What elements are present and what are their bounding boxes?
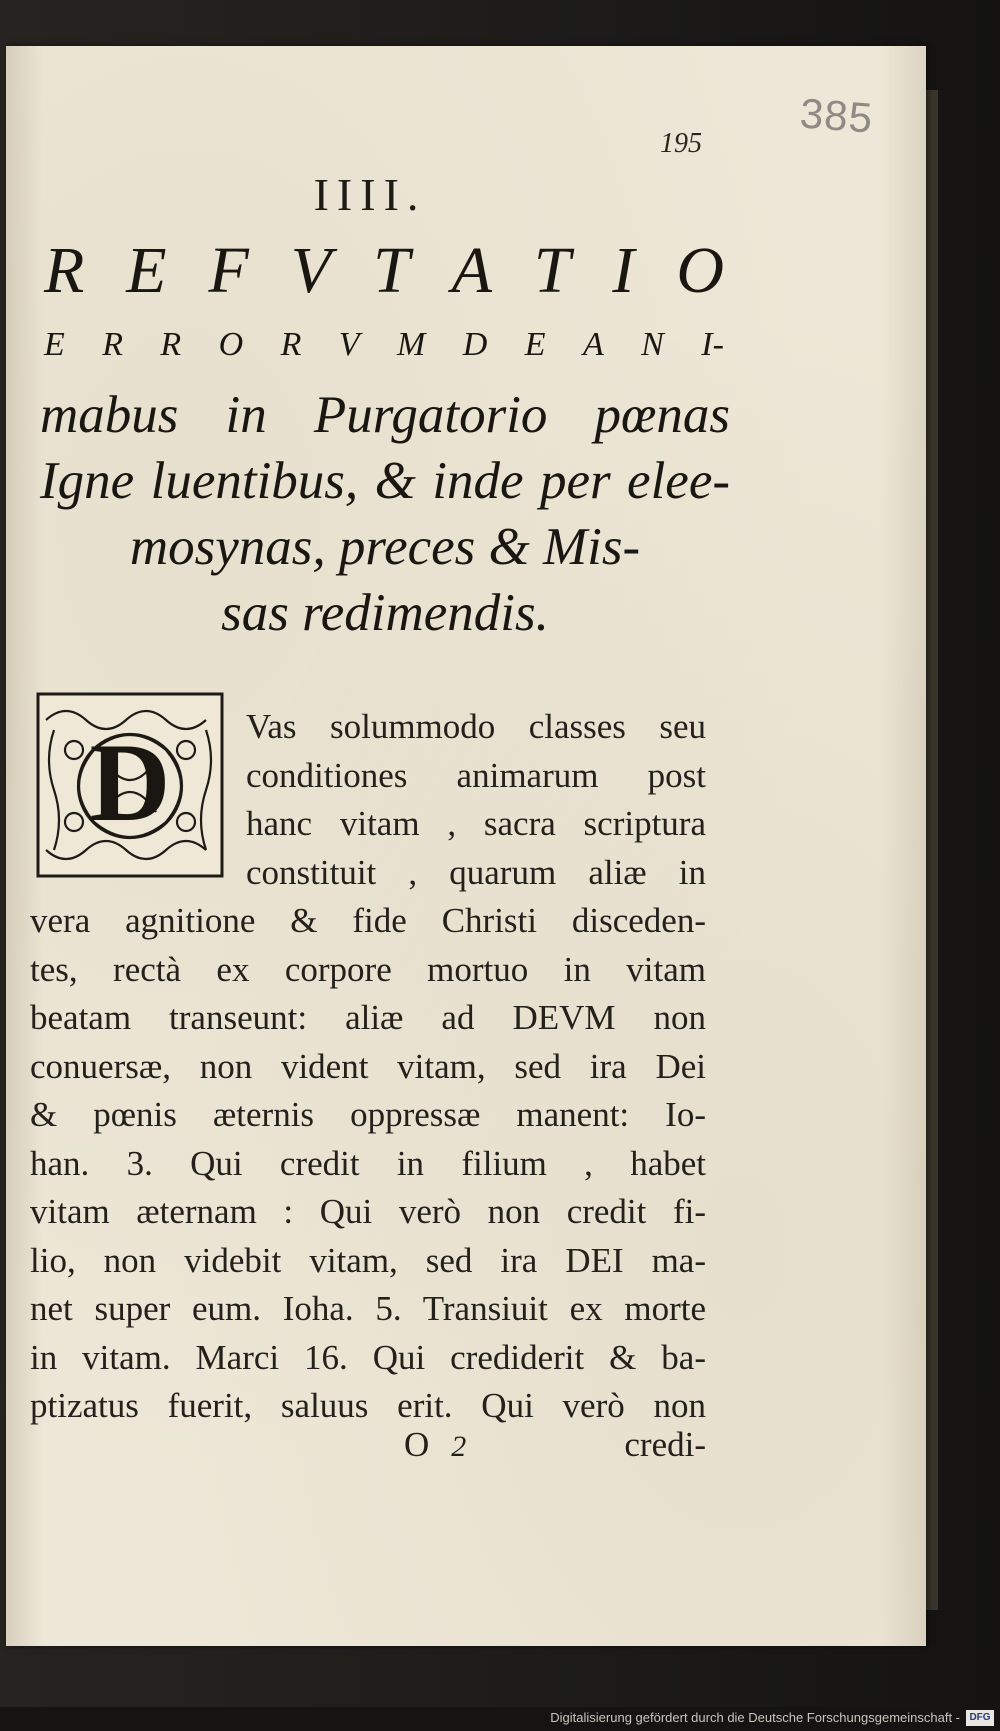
title-line-2-letter: M (397, 326, 426, 363)
chapter-title (40, 382, 730, 646)
title-line-2-letter: V (338, 326, 360, 363)
body-line: vitam æternam : Qui verò non credit fi- (30, 1192, 706, 1231)
signature-mark (404, 1425, 466, 1465)
chapter-number: IIII. (313, 169, 427, 220)
title-line-2-letter: E (44, 326, 65, 363)
body-line: lio, non videbit vitam, sed ira DEI ma- (30, 1240, 706, 1280)
body-line: & pœnis æternis oppressæ manent: Io- (30, 1095, 706, 1134)
title-line-1-letter: V (290, 234, 332, 307)
funding-credit: Digitalisierung gefördert durch die Deutsche Forschungsgemeinschaft - (550, 1710, 960, 1725)
title-line-2-letter: O (218, 326, 244, 363)
body-line: ptizatus fuerit, saluus erit. Qui verò non (30, 1386, 706, 1425)
title-line-2-letter: A (582, 326, 604, 363)
body-line: tes, rectà ex corpore mortuo in vitam (30, 949, 706, 989)
title-line-1-letter: O (676, 234, 724, 307)
body-line: conditiones animarum post (246, 755, 706, 795)
body-line: hanc vitam , sacra scriptura (246, 804, 706, 843)
title-line-6: sas redimendis. (221, 584, 549, 642)
title-line-2-letter: R (160, 326, 182, 363)
title-line-1 (44, 236, 724, 306)
title-line-2-letter: N (641, 326, 664, 363)
body-line: vera agnitione & fide Christi disceden- (30, 901, 706, 940)
body-line: constituit , quarum aliæ in (246, 852, 706, 892)
title-line-1-letter: T (372, 234, 410, 307)
body-text-indented (246, 703, 706, 897)
page-edge (926, 90, 938, 1610)
title-line-2-letter: I- (701, 326, 724, 363)
body-text (30, 897, 706, 1431)
dfg-logo: DFG (966, 1710, 994, 1726)
title-line-2 (44, 322, 724, 368)
body-line: beatam transeunt: aliæ ad DEVM non (30, 998, 706, 1037)
body-line: Vas solummodo classes seu (246, 707, 706, 746)
body-line: han. 3. Qui credit in filium , habet (30, 1143, 706, 1183)
title-line-2-letter: R (102, 326, 123, 363)
title-line-1-letter: E (126, 234, 167, 307)
title-line-1-letter: R (44, 234, 85, 307)
body-line: in vitam. Marci 16. Qui crediderit & ba- (30, 1337, 706, 1377)
signature-letter: O (404, 1425, 430, 1464)
title-line-2-letter: D (462, 326, 488, 363)
title-line-1-letter: T (533, 234, 571, 307)
decorated-initial (34, 690, 226, 880)
drop-cap-letter: D (89, 721, 171, 845)
title-line-3: mabus in Purgatorio pœnas (40, 386, 730, 444)
title-line-2-letter: R (280, 326, 302, 363)
title-line-1-letter: A (451, 234, 492, 307)
title-line-1-letter: F (208, 234, 249, 307)
body-line: conuersæ, non vident vitam, sed ira Dei (30, 1046, 706, 1086)
title-line-2-letter: E (524, 326, 546, 363)
title-line-1-letter: I (612, 234, 635, 307)
body-line: net super eum. Ioha. 5. Transiuit ex morte (30, 1289, 706, 1328)
page-folio: 195 (660, 128, 702, 159)
title-line-5: mosynas, preces & Mis- (129, 518, 641, 576)
signature-number: 2 (451, 1430, 467, 1463)
page-footer-line (30, 1425, 706, 1473)
title-line-4: Igne luentibus, & inde per elee- (40, 452, 730, 510)
catchword: credi- (624, 1425, 706, 1464)
pencil-annotation: 385 (798, 89, 875, 142)
digitization-footer (0, 1707, 1000, 1731)
